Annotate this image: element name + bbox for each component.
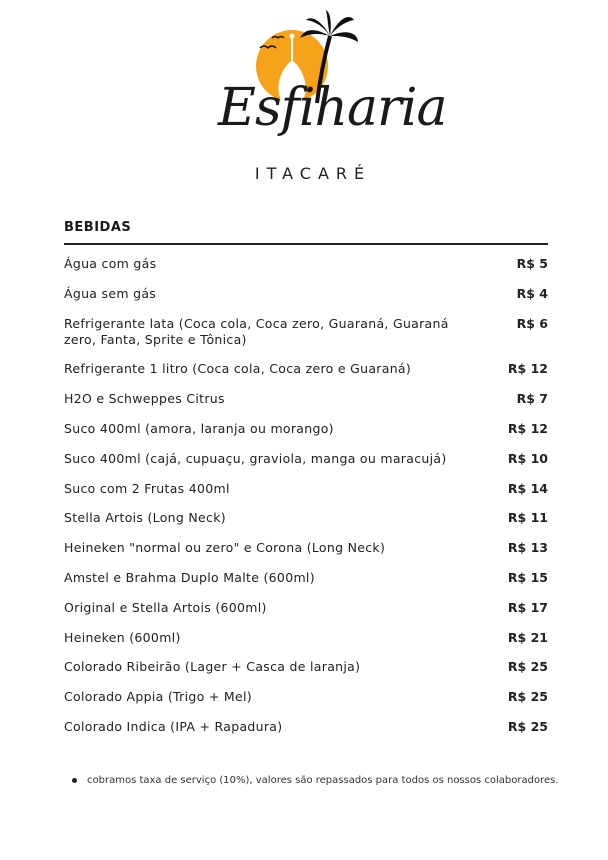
menu-item [64, 600, 548, 616]
menu-item-name: Amstel e Brahma Duplo Malte (600ml) [64, 569, 315, 585]
menu-item-name: H2O e Schweppes Citrus [64, 391, 225, 407]
brand-location: ITACARÉ [254, 164, 372, 183]
menu-item-name: Refrigerante lata (Coca cola, Coca zero, Guaraná, Guaraná zero, Fanta, Sprite e Tônica) [64, 315, 449, 347]
menu-item-price: R$ 14 [507, 480, 548, 496]
menu-item-price: R$ 11 [507, 510, 548, 526]
menu-item [64, 570, 548, 586]
menu-item [64, 481, 548, 497]
menu-item-price: R$ 7 [516, 391, 548, 407]
menu-item-price: R$ 25 [507, 718, 548, 734]
menu-item [64, 659, 548, 675]
brand-name: Esfiharia [218, 78, 447, 138]
footnote-text: cobramos taxa de serviço (10%), valores são repassados para todos os nossos colaboradores. [87, 775, 559, 786]
menu-item-name: Heineken "normal ou zero" e Corona (Long Neck) [64, 540, 386, 556]
menu-item [64, 540, 548, 556]
menu-item-price: R$ 4 [516, 285, 548, 301]
menu-item-name: Colorado Ribeirão (Lager + Casca de laranja) [64, 659, 361, 675]
menu-item-price: R$ 6 [516, 315, 548, 331]
menu-item-name: Heineken (600ml) [64, 629, 181, 645]
menu-item-price: R$ 12 [507, 420, 548, 436]
menu-item-price: R$ 25 [507, 689, 548, 705]
menu-item-name: Água com gás [64, 256, 157, 271]
menu-item-price: R$ 5 [516, 256, 548, 271]
menu-item [64, 316, 548, 348]
menu-item-price: R$ 10 [507, 450, 548, 466]
menu-item [64, 451, 548, 467]
menu-item [64, 719, 548, 735]
menu-item-name: Suco 400ml (amora, laranja ou morango) [64, 420, 334, 436]
menu-item-name: Suco 400ml (cajá, cupuaçu, graviola, manga ou maracujá) [64, 450, 447, 466]
menu-item-name: Colorado Appia (Trigo + Mel) [64, 689, 252, 705]
menu-item [64, 630, 548, 646]
menu-item-name: Água sem gás [64, 285, 157, 301]
menu-item-price: R$ 17 [507, 599, 548, 615]
menu-list [64, 256, 548, 749]
logo [0, 0, 608, 200]
menu-item-price: R$ 15 [507, 569, 548, 585]
menu-item-price: R$ 25 [507, 659, 548, 675]
menu-item [64, 421, 548, 437]
menu-item-name: Colorado Indica (IPA + Rapadura) [64, 718, 283, 734]
menu-item-price: R$ 12 [507, 361, 548, 377]
menu-item [64, 510, 548, 526]
menu-item [64, 689, 548, 705]
footnote [72, 775, 559, 786]
menu-item-name: Suco com 2 Frutas 400ml [64, 480, 230, 496]
menu-item-name: Stella Artois (Long Neck) [64, 510, 226, 526]
divider [64, 243, 548, 245]
menu-item-name: Refrigerante 1 litro (Coca cola, Coca zero e Guaraná) [64, 361, 412, 377]
menu-item [64, 361, 548, 377]
menu-item [64, 256, 548, 272]
menu-item [64, 391, 548, 407]
menu-item-name: Original e Stella Artois (600ml) [64, 599, 267, 615]
menu-item-price: R$ 13 [507, 540, 548, 556]
bullet-icon [72, 778, 77, 783]
section-title: BEBIDAS [64, 220, 132, 235]
menu-item [64, 286, 548, 302]
menu-item-price: R$ 21 [507, 629, 548, 645]
